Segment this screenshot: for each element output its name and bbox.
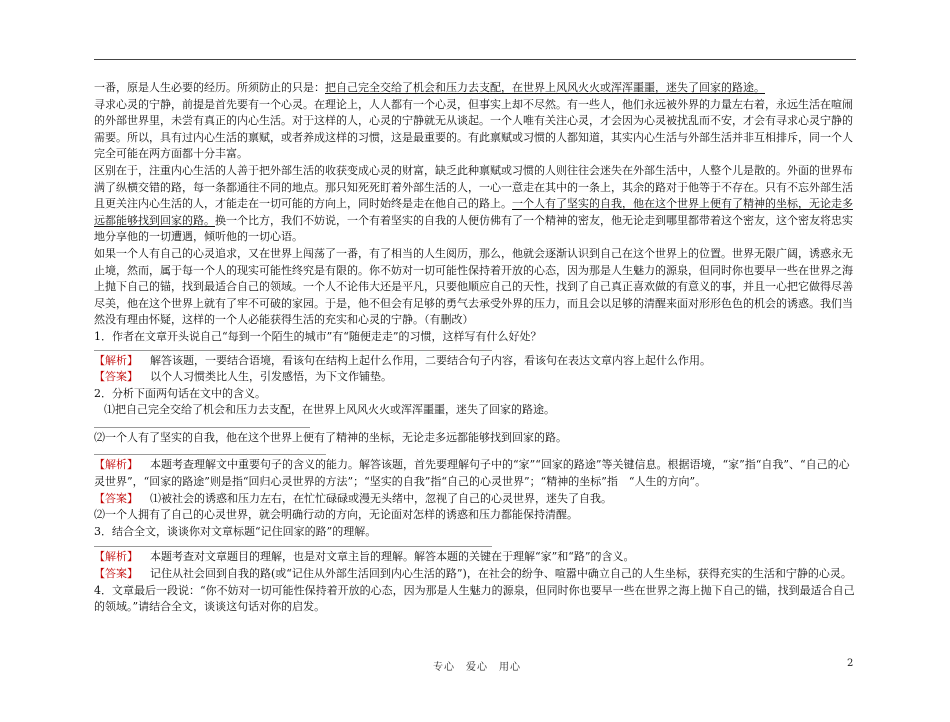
analysis-tag: 【解析】	[94, 550, 138, 564]
answer-text: ⑴被社会的诱惑和压力左右，在忙忙碌碌或漫无头绪中，忽视了自己的心灵世界，迷失了自我。	[150, 491, 612, 505]
passage-text: 区别在于，注重内心生活的人善于把外部生活的收获变成心灵的财富，缺乏此种禀赋或习惯的人则往往会迷失在外部生活中，人整个儿是散的。外面的世界布满了纵横交错的路，每一条都通往不同的地点。那只知死死盯着外部生活的人，一心一意走在其中的一条上，其余的路对于他等于不存在。只有不忘外部生活且更关注内心生活的人，才能走在一切可能的方向上，同时始终是走在他自己的路上。	[94, 163, 853, 211]
header-rule	[94, 59, 856, 60]
document-body	[94, 80, 858, 616]
question-3: 3．结合全文，谈谈你对文章标题“记住回家的路”的理解。	[94, 524, 377, 538]
q2-analysis	[94, 457, 858, 490]
answer-tag: 【答案】	[94, 491, 138, 505]
answer-text: 记住从社会回到自我的路(或“记住从外部生活回到内心生活的路”)，在社会的纷争、喧嚣中确立自己的人生坐标，获得充实的生活和宁静的心灵。	[150, 567, 852, 581]
q2-answer	[94, 491, 858, 508]
q3-answer	[94, 566, 858, 583]
answer-line	[94, 427, 310, 428]
underlined-sentence-1: 把自己完全交给了机会和压力去支配，在世界上风风火火或浑浑噩噩，迷失了回家的路途。	[325, 81, 765, 94]
analysis-tag: 【解析】	[94, 458, 138, 472]
answer-line	[94, 546, 492, 547]
analysis-text: 解答该题，一要结合语境，看该句在结构上起什么作用，二要结合句子内容，看该句在表达文章内容上起什么作用。	[150, 353, 711, 367]
answer-text: 以个人习惯类比人生，引发感悟，为下文作铺垫。	[150, 370, 392, 384]
question-4: 4．文章最后一段说：“你不妨对一切可能性保持着开放的心态，因为那是人生魅力的源泉，但同时你也要早一些在世界之海上抛下自己的锚，找到最适合自己的领域。”请结合全文，谈谈这句话对你的启发。	[94, 583, 855, 614]
answer-line	[94, 350, 492, 351]
analysis-tag: 【解析】	[94, 353, 138, 367]
q1-answer	[94, 369, 858, 386]
answer-tag: 【答案】	[94, 567, 138, 581]
answer-tag: 【答案】	[94, 370, 138, 384]
underlined-sentence-2: 一个人有了坚实的自我，他在这个世界上便有了精神的坐标，无论走多远都能够找到回家的路。	[94, 197, 853, 227]
answer-line	[94, 454, 326, 455]
passage-text: 一番，原是人生必要的经历。所须防止的只是：	[94, 81, 325, 94]
q2-sentence-2: ⑵一个人有了坚实的自我，他在这个世界上便有了精神的坐标，无论走多远都能够找到回家的路。	[94, 430, 567, 444]
q2-sentence-1: ⑴把自己完全交给了机会和压力去支配，在世界上风风火火或浑浑噩噩，迷失了回家的路途。	[104, 403, 555, 417]
q1-analysis	[94, 353, 858, 370]
q3-analysis	[94, 549, 858, 566]
passage-paragraph-4: 如果一个人有自己的心灵追求，又在世界上闯荡了一番，有了相当的人生阅历，那么，他就会逐渐认识到自己在这个世界上的位置。世界无限广阔，诱惑永无止境，然而，属于每一个人的现实可能性终究是有限的。你不妨对一切可能性保持着开放的心态，因为那是人生魅力的源泉，但同时你也要早一些在世界之海上抛下自己的锚，找到最适合自己的领域。一个人不论伟大还是平凡，只要他顺应自己的天性，找到了自己真正喜欢做的有意义的事，并且一心把它做得尽善尽美，他在这个世界上就有了牢不可破的家园。于是，他不但会有足够的勇气去承受外界的压力，而且会以足够的清醒来面对形形色色的机会的诱惑。我们当然没有理由怀疑，这样的一个人必能获得生活的充实和心灵的宁静。（有删改）	[94, 246, 853, 327]
footer-motto: 专心 爱心 用心	[433, 662, 521, 673]
passage-paragraph-3	[94, 163, 858, 246]
passage-text: 换一个比方，我们不妨说，一个有着坚实的自我的人便仿佛有了一个精神的密友，他无论走到哪里都带着这个密友，这个密友将忠实地分享他的一切遭遇，倾听他的一切心语。	[94, 213, 853, 244]
passage-paragraph-2: 寻求心灵的宁静，前提是首先要有一个心灵。在理论上，人人都有一个心灵，但事实上却不尽然。有一些人，他们永远被外界的力量左右着，永远生活在喧闹的外部世界里，未尝有真正的内心生活。对于这样的人，心灵的宁静就无从谈起。一个人唯有关注心灵，才会因为心灵被扰乱而不安，才会有寻求心灵宁静的需要。所以，具有过内心生活的禀赋，或者养成这样的习惯，这是最重要的。有此禀赋或习惯的人都知道，其实内心生活与外部生活并非互相排斥，同一个人完全可能在两方面都十分丰富。	[94, 97, 853, 161]
analysis-text: 本题考查理解文中重要句子的含义的能力。解答该题，首先要理解句子中的“家”“回家的路途”等关键信息。根据语境，“家”指“自我”、“自己的心灵世界”，“回家的路途”则是指“回归心灵世界的方法”；“坚实的自我”指“自己的心灵世界”；“精神的坐标”指 “人生的方向”。	[94, 458, 850, 489]
question-1: 1．作者在文章开头说自己“每到一个陌生的城市”有“随便走走”的习惯，这样写有什么好处？	[94, 329, 542, 343]
q2-answer-2: ⑵一个人拥有了自己的心灵世界，就会明确行动的方向，无论面对怎样的诱惑和压力都能保持清醒。	[94, 508, 578, 522]
question-2: 2．分析下面两句话在文中的含义。	[94, 386, 266, 400]
analysis-text: 本题考查对文章题目的理解，也是对文章主旨的理解。解答本题的关键在于理解“家”和“路”的含义。	[150, 550, 635, 564]
passage-paragraph-1	[94, 80, 858, 97]
page-number: 2	[847, 658, 854, 669]
